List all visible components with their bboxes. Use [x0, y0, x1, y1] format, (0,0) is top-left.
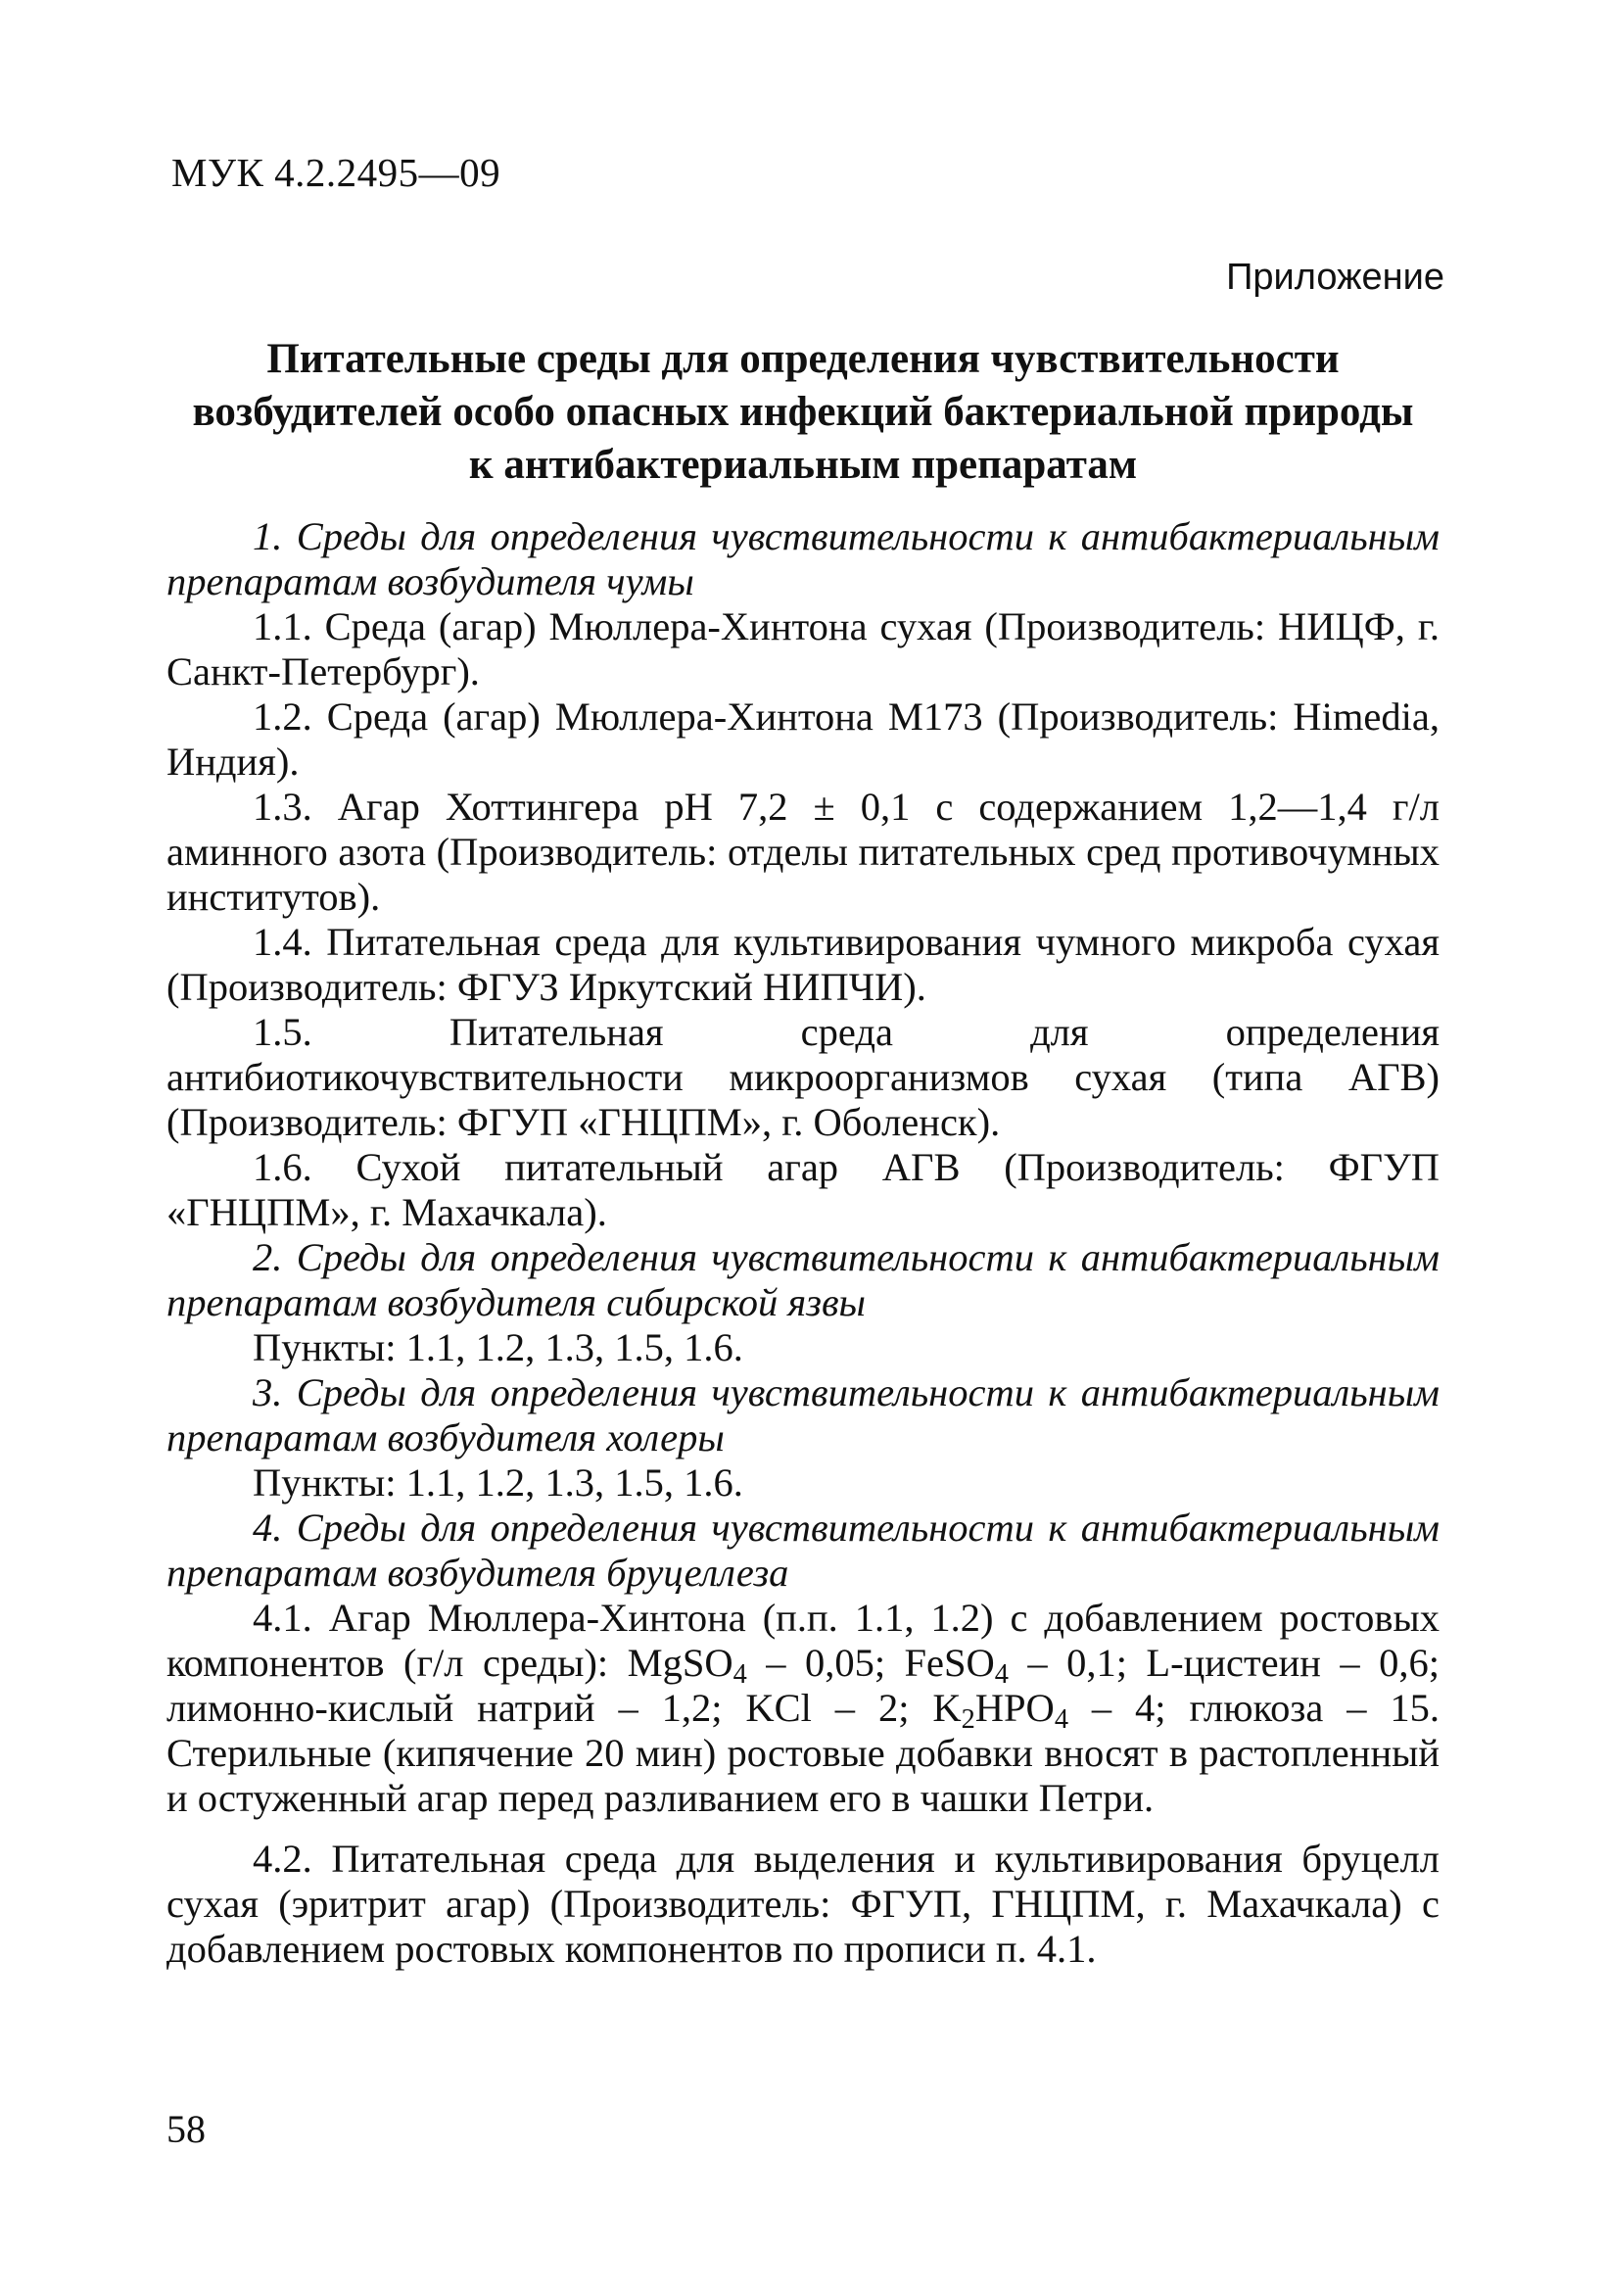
section-3-items: Пункты: 1.1, 1.2, 1.3, 1.5, 1.6. [253, 1460, 743, 1505]
section-1-heading: 1. Среды для определения чувствительности к антибактериальным препаратам возбудителя чумы [166, 514, 1440, 603]
item-1-4: 1.4. Питательная среда для культивирования чумного микроба сухая (Производитель: ФГУЗ Иркутский НИПЧИ). [166, 920, 1440, 1009]
item-4-1 [166, 1596, 1440, 1821]
item-4-1-text-5: – 4; глюкоза – 15. Стерильные (кипячение 20 мин) ростовые добавки вносят в растопленный и остуженный агар перед разливанием его в чашки Петри. [166, 1686, 1440, 1820]
item-4-1-text-2: – 0,05; FeSO [746, 1641, 995, 1685]
item-4-1-sub-4: 4 [1054, 1704, 1068, 1736]
section-3-heading: 3. Среды для определения чувствительности к антибактериальным препаратам возбудителя холеры [166, 1370, 1440, 1459]
title-line-2: возбудителей особо опасных инфекций бактериальной природы [192, 389, 1414, 435]
item-4-1-text-1: 4.1. Агар Мюллера-Хинтона (п.п. 1.1, 1.2) с добавлением ростовых компонентов (г/л среды): MgSO [166, 1596, 1440, 1685]
document-code: МУК 4.2.2495—09 [171, 150, 501, 195]
document-body [166, 514, 1440, 1972]
item-4-1-sub-2: 4 [994, 1659, 1009, 1691]
item-1-1: 1.1. Среда (агар) Мюллера-Хинтона сухая (Производитель: НИЦФ, г. Санкт-Петербург). [166, 604, 1440, 694]
section-2-heading: 2. Среды для определения чувствительности к антибактериальным препаратам возбудителя сибирской язвы [166, 1235, 1440, 1324]
item-4-1-sub-3: 2 [961, 1704, 975, 1736]
item-1-2: 1.2. Среда (агар) Мюллера-Хинтона М173 (Производитель: Himedia, Индия). [166, 694, 1440, 784]
section-4-heading: 4. Среды для определения чувствительности к антибактериальным препаратам возбудителя бруцеллеза [166, 1506, 1440, 1595]
item-1-6: 1.6. Сухой питательный агар АГВ (Производитель: ФГУП «ГНЦПМ», г. Махачкала). [166, 1145, 1440, 1234]
item-1-3: 1.3. Агар Хоттингера рН 7,2 ± 0,1 с содержанием 1,2—1,4 г/л аминного азота (Производитель: отделы питательных сред противочумных институтов). [166, 785, 1440, 919]
title-line-3: к антибактериальным препаратам [468, 442, 1138, 488]
document-title [157, 333, 1449, 492]
item-4-1-sub-1: 4 [732, 1659, 747, 1691]
item-1-5: 1.5. Питательная среда для определения антибиотикочувствительности микроорганизмов сухая (типа АГВ) (Производитель: ФГУП «ГНЦПМ», г. Оболенск). [166, 1010, 1440, 1144]
section-2-items: Пункты: 1.1, 1.2, 1.3, 1.5, 1.6. [253, 1325, 743, 1369]
item-4-1-text-3: – 0,1; L-цистеин – 0,6; лимонно-кислый натрий – 1,2; KCl – 2; K [166, 1641, 1440, 1730]
page-number: 58 [166, 2107, 206, 2151]
title-line-1: Питательные среды для определения чувствительности [266, 336, 1340, 382]
item-4-2: 4.2. Питательная среда для выделения и культивирования бруцелл сухая (эритрит агар) (Производитель: ФГУП, ГНЦПМ, г. Махачкала) с добавлением ростовых компонентов по прописи п. 4.1. [166, 1837, 1440, 1971]
item-4-1-text-4: HPO [974, 1686, 1055, 1730]
appendix-label: Приложение [1226, 257, 1444, 298]
